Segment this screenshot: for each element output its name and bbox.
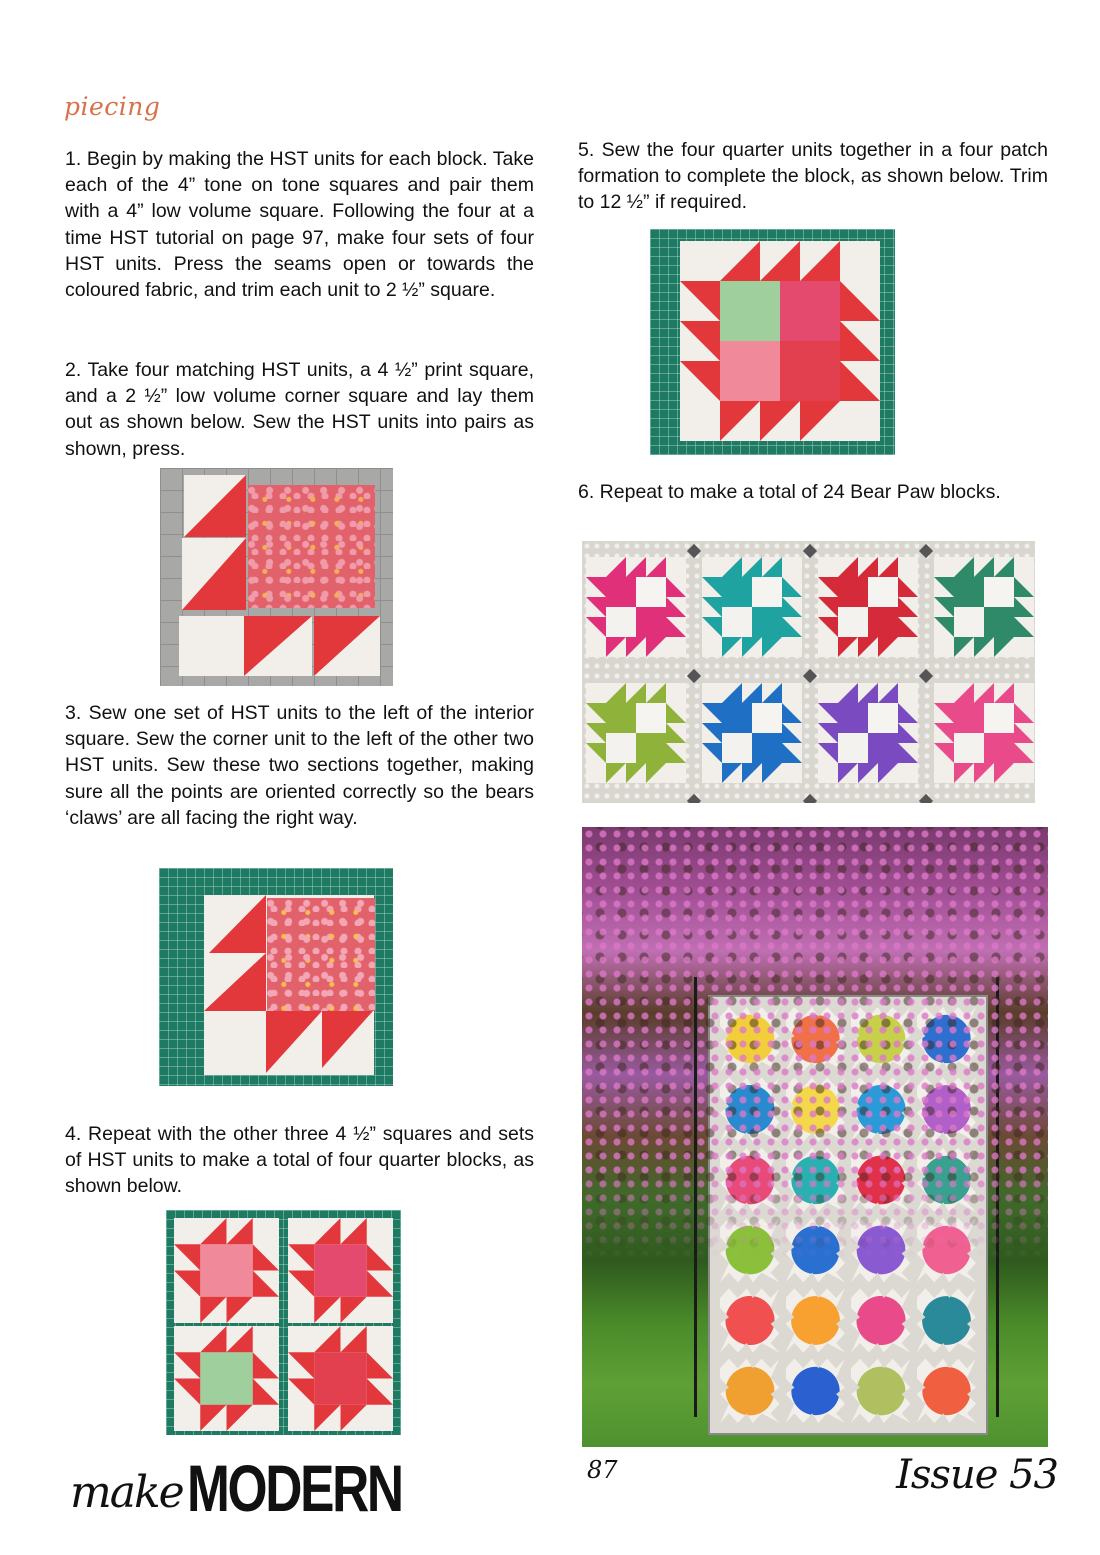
quilt-block [720,1007,780,1071]
issue-number: Issue 53 [896,1452,1058,1498]
logo-make-text: make [70,1467,183,1518]
sashing-cornerstone [803,794,817,803]
quilt-block [917,1288,977,1352]
quilt-block [851,1148,911,1212]
print-square [267,898,375,1011]
bear-paw-block [680,241,880,441]
quilt-block [720,1218,780,1282]
quilt-block [851,1288,911,1352]
sashing-cornerstone [687,544,701,558]
sashing-cornerstone [919,544,933,558]
quilt-block [851,1359,911,1423]
step-4-text: 4. Repeat with the other three 4 ½” squares and sets of HST units to make a total of four quarter blocks, as shown below. [65,1123,534,1198]
sashing-cornerstone [803,669,817,683]
quilt-block [720,1359,780,1423]
section-heading: piecing [64,92,161,121]
quilt-detail-blocks [582,541,1035,803]
step-2-layout-photo [160,468,393,686]
quilt-block [851,1077,911,1141]
quilt-block [786,1359,846,1423]
step-4-quarter-blocks-photo [166,1210,401,1435]
quilt-block [917,1148,977,1212]
quilt-block [786,1288,846,1352]
quilt-block [917,1359,977,1423]
step-1-text: 1. Begin by making the HST units for each block. Take each of the 4” tone on tone squares and pair them with a 4” low volume square. Following the four at a time HST tutorial on page 97, make four sets of four HST units. Press the seams open or towards the coloured fabric, and trim each unit to 2 ½” square. [65,148,534,302]
step-5-complete-block-photo [650,229,895,455]
quilt-block [818,557,918,657]
quilt-block [917,1007,977,1071]
sashing-cornerstone [687,669,701,683]
quilt-block [818,683,918,783]
quilt-block [702,557,802,657]
logo-modern-text: MODERN [186,1451,402,1525]
sashing-cornerstone [803,544,817,558]
step-2-text: 2. Take four matching HST units, a 4 ½” print square, and a 2 ½” low volume corner square and lay them out as shown below. Sew the HST units into pairs as shown, press. [65,359,534,460]
sashing-cornerstone [687,794,701,803]
quilt-block [586,557,686,657]
quilt-block [702,683,802,783]
quilt-block [917,1218,977,1282]
page-number: 87 [587,1456,618,1484]
quilt-block [934,683,1034,783]
complete-bear-paw-block-illustration [650,229,895,455]
step-6-text: 6. Repeat to make a total of 24 Bear Paw blocks. [578,481,1001,503]
quarter-block [174,1326,279,1431]
step-3-text: 3. Sew one set of HST units to the left of the interior square. Sew the corner unit to the left of the other two HST units. Sew these two sections together, making sure all the points are oriented correctly so the bears ‘claws’ are all facing the right way. [65,702,534,829]
step-3-section-photo [159,868,393,1086]
quarter-block [288,1326,393,1431]
quilt-detail-photo [582,541,1035,803]
finished-quilt-photo [582,827,1048,1447]
quarter-block [288,1218,393,1323]
print-square [248,485,375,608]
quilt-stand-right-pole [996,977,999,1417]
quilt-block [851,1218,911,1282]
quilt-block [786,1007,846,1071]
sashing-cornerstone [919,669,933,683]
quilt-block [586,683,686,783]
make-modern-logo [70,1448,462,1525]
quilt-stand-left-pole [694,977,697,1417]
quilt-block [786,1148,846,1212]
four-quarter-blocks-illustration [166,1210,401,1435]
quilt-block [934,557,1034,657]
quilt-block [720,1288,780,1352]
quilt-block [720,1148,780,1212]
quilt-block [851,1007,911,1071]
quilt-block [917,1077,977,1141]
quilt-block [720,1077,780,1141]
quilt-block [786,1077,846,1141]
sashing-cornerstone [919,794,933,803]
finished-quilt [708,995,988,1435]
quarter-block [174,1218,279,1323]
step-5-text: 5. Sew the four quarter units together in a four patch formation to complete the block, as shown below. Trim to 12 ½” if required. [578,139,1048,214]
quilt-block [786,1218,846,1282]
